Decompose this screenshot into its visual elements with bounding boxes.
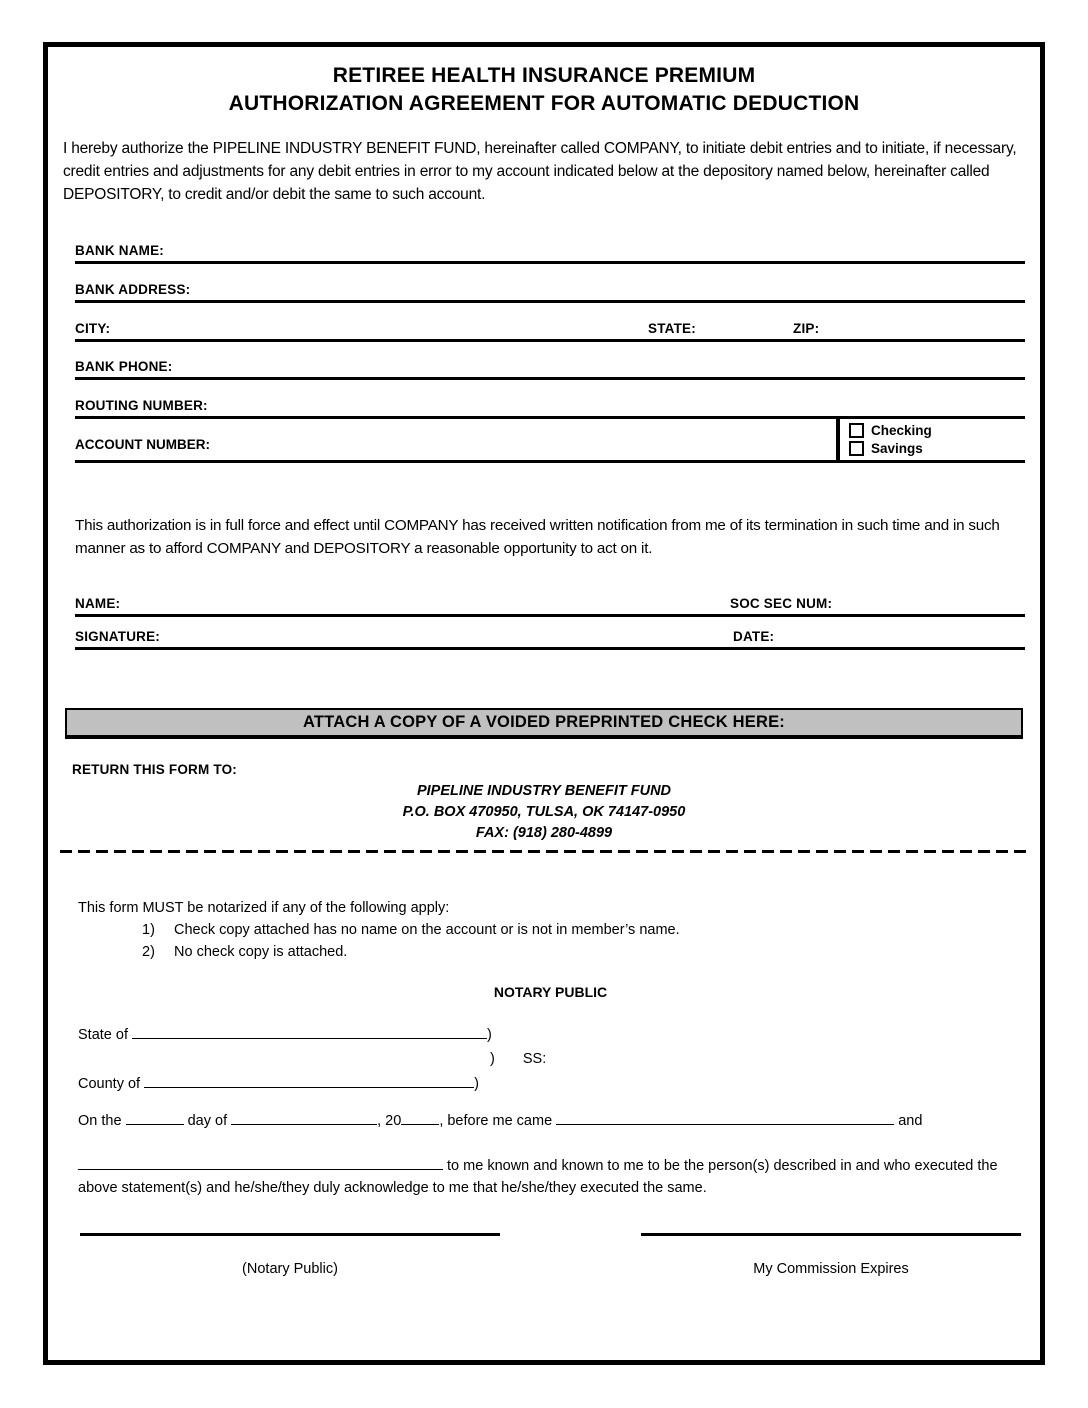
city-label: CITY: <box>75 321 111 336</box>
checking-checkbox[interactable] <box>849 423 864 438</box>
attach-check-banner <box>65 708 1023 739</box>
city-state-zip-field-line[interactable] <box>75 322 1025 342</box>
attach-check-banner-text: ATTACH A COPY OF A VOIDED PREPRINTED CHECK HERE: <box>302 713 786 731</box>
org-address: P.O. BOX 470950, TULSA, OK 74147-0950 <box>402 804 686 820</box>
bank-address-field-line[interactable] <box>75 283 1025 303</box>
ss-label: SS: <box>522 1051 547 1067</box>
bank-fields <box>75 244 1025 463</box>
person-name-blank[interactable] <box>556 1112 894 1125</box>
year-blank[interactable] <box>401 1112 439 1125</box>
date-label: DATE: <box>733 629 775 644</box>
name-socsec-field-line[interactable] <box>75 597 1025 617</box>
return-form-label: RETURN THIS FORM TO: <box>72 762 237 777</box>
commission-expires-caption: My Commission Expires <box>753 1261 909 1277</box>
county-of-blank[interactable] <box>144 1075 474 1088</box>
bank-address-label: BANK ADDRESS: <box>75 282 191 297</box>
authorization-intro-paragraph: I hereby authorize the PIPELINE INDUSTRY BENEFIT FUND, hereinafter called COMPANY, to initiate debit entries and to initiate, if necessary, credit entries and adjustments for any debit entries in error to my account indicated below at the depository named below, hereinafter called DEPOSITORY, to credit and/or debit the same to such account. <box>63 140 1017 203</box>
notarize-requirement-text: This form MUST be notarized if any of the following apply: <box>78 900 450 916</box>
county-close-paren: ) <box>474 1076 479 1092</box>
cut-dashed-line <box>60 850 1028 853</box>
routing-number-field-line[interactable] <box>75 399 1025 419</box>
state-of-line <box>78 1026 1025 1043</box>
appearance-date-line <box>78 1112 1025 1129</box>
form-content <box>48 62 1040 1375</box>
notary-condition-text-2: No check copy is attached. <box>174 944 348 960</box>
page-title <box>63 62 1025 118</box>
state-close-paren: ) <box>487 1027 492 1043</box>
state-of-blank[interactable] <box>132 1026 487 1039</box>
signature-date-field-line[interactable] <box>75 630 1025 650</box>
return-address-block <box>63 781 1025 844</box>
page-title-line1: RETIREE HEALTH INSURANCE PREMIUM <box>332 64 756 87</box>
org-name: PIPELINE INDUSTRY BENEFIT FUND <box>416 783 672 799</box>
acknowledgment-text: to me known and known to me to be the person(s) described in and who executed the above statement(s) and he/she/they duly acknowledge to me that he/she/they executed the same. <box>78 1158 998 1196</box>
before-me-came-label: , before me came <box>439 1113 553 1129</box>
routing-number-label: ROUTING NUMBER: <box>75 398 208 413</box>
page-title-line2: AUTHORIZATION AGREEMENT FOR AUTOMATIC DEDUCTION <box>228 92 860 115</box>
savings-option[interactable] <box>849 441 1025 456</box>
notary-signature-line[interactable] <box>80 1233 500 1236</box>
notary-section <box>78 898 1025 1303</box>
signature-label: SIGNATURE: <box>75 629 160 644</box>
bank-phone-field-line[interactable] <box>75 360 1025 380</box>
checking-option[interactable] <box>849 423 1025 438</box>
form-border-box <box>43 42 1045 1365</box>
notary-signature-area <box>78 1233 1025 1303</box>
year-prefix-label: , 20 <box>377 1113 402 1129</box>
notary-condition-text-1: Check copy attached has no name on the account or is not in member’s name. <box>174 922 680 938</box>
bank-name-label: BANK NAME: <box>75 243 164 258</box>
notary-condition-item-1 <box>78 920 1025 940</box>
account-number-label: ACCOUNT NUMBER: <box>75 437 210 452</box>
notary-condition-item-2 <box>78 942 1025 962</box>
account-type-panel <box>836 419 1025 460</box>
notary-condition-number-1: 1) <box>142 922 155 938</box>
state-label: STATE: <box>648 321 696 336</box>
checking-label: Checking <box>871 423 932 438</box>
county-of-label: County of <box>78 1076 141 1092</box>
zip-label: ZIP: <box>793 321 820 336</box>
day-blank[interactable] <box>126 1112 184 1125</box>
org-fax: FAX: (918) 280-4899 <box>475 825 613 841</box>
person-name-blank-2[interactable] <box>78 1157 443 1170</box>
month-blank[interactable] <box>231 1112 377 1125</box>
state-of-label: State of <box>78 1027 128 1043</box>
savings-checkbox[interactable] <box>849 441 864 456</box>
bank-phone-label: BANK PHONE: <box>75 359 173 374</box>
notary-public-caption: (Notary Public) <box>242 1261 338 1277</box>
savings-label: Savings <box>871 441 923 456</box>
county-of-line <box>78 1075 1025 1092</box>
ss-line <box>78 1051 1025 1067</box>
termination-paragraph: This authorization is in full force and effect until COMPANY has received written notification from me of its termination in such time and in such manner as to afford COMPANY and DEPOSITORY a reasonable opportunity to act on it. <box>75 517 1000 557</box>
day-of-label: day of <box>187 1113 228 1129</box>
ss-paren: ) <box>490 1051 495 1067</box>
commission-expires-line[interactable] <box>641 1233 1021 1236</box>
acknowledgment-paragraph <box>78 1155 1033 1199</box>
notary-public-heading: NOTARY PUBLIC <box>493 984 608 1000</box>
signer-fields <box>75 597 1025 650</box>
and-label: and <box>898 1113 923 1129</box>
account-number-field-line[interactable] <box>75 419 1025 463</box>
soc-sec-num-label: SOC SEC NUM: <box>730 596 833 611</box>
name-label: NAME: <box>75 596 121 611</box>
on-the-label: On the <box>78 1113 122 1129</box>
notary-condition-number-2: 2) <box>142 944 155 960</box>
bank-name-field-line[interactable] <box>75 244 1025 264</box>
